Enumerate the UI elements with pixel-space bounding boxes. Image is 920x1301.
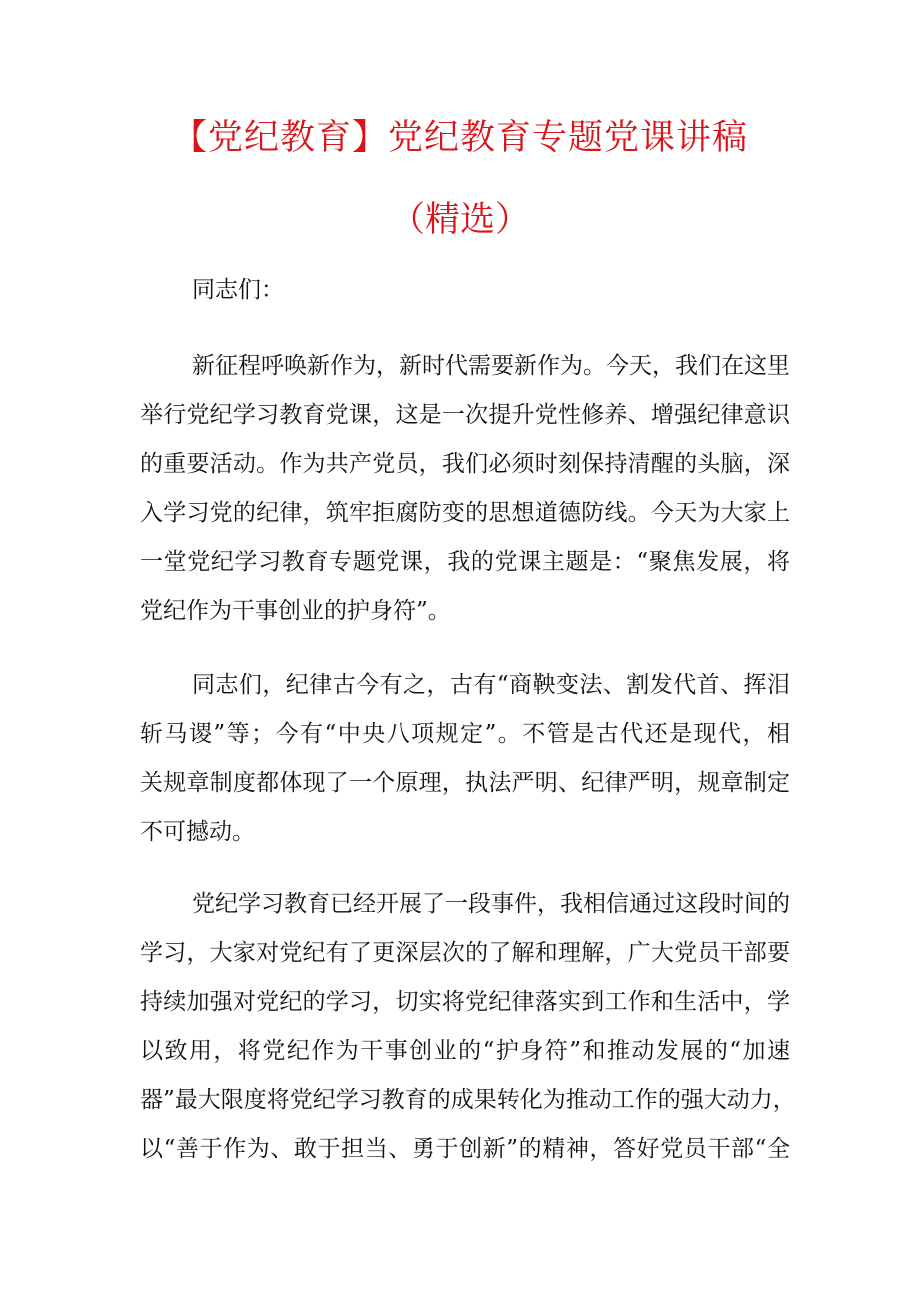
greeting: 同志们： [192,277,284,303]
paragraph-line: 以致用，将党纪作为干事创业的“护身符”和推动发展的“加速 [140,1038,790,1064]
paragraph-line: 举行党纪学习教育党课，这是一次提升党性修养、增强纪律意识 [140,402,790,428]
paragraph-line: 党纪作为干事创业的护身符”。 [140,598,451,624]
paragraph-line: 持续加强对党纪的学习，切实将党纪律落实到工作和生活中，学 [140,989,790,1015]
paragraph-line: 的重要活动。作为共产党员，我们必须时刻保持清醒的头脑，深 [140,451,790,477]
paragraph-line: 关规章制度都体现了一个原理，执法严明、纪律严明，规章制定 [140,770,790,796]
paragraph-line: 学习，大家对党纪有了更深层次的了解和理解，广大党员干部要 [140,940,790,966]
paragraph-3 [140,880,796,1174]
paragraph-line: 一堂党纪学习教育专题党课，我的党课主题是：“聚焦发展，将 [140,549,790,575]
paragraph-2 [140,661,790,857]
paragraph-line: 同志们，纪律古今有之，古有“商鞅变法、割发代首、挥泪 [192,672,790,698]
paragraph-line: 不可撼动。 [140,819,255,845]
paragraph-line: 入学习党的纪律，筑牢拒腐防变的思想道德防线。今天为大家上 [140,500,790,526]
paragraph-line: 斩马谡”等；今有“中央八项规定”。不管是古代还是现代，相 [140,721,790,747]
paragraph-line: 器”最大限度将党纪学习教育的成果转化为推动工作的强大动力， [140,1087,796,1113]
paragraph-1 [140,342,790,636]
document-title: 【党纪教育】党纪教育专题党课讲稿 [171,118,748,158]
paragraph-line: 党纪学习教育已经开展了一段事件，我相信通过这段时间的 [192,891,790,917]
document-subtitle: （精选） [389,200,530,240]
paragraph-line: 新征程呼唤新作为，新时代需要新作为。今天，我们在这里 [192,353,790,379]
paragraph-line: 以“善于作为、敢于担当、勇于创新”的精神，答好党员干部“全 [140,1136,790,1162]
